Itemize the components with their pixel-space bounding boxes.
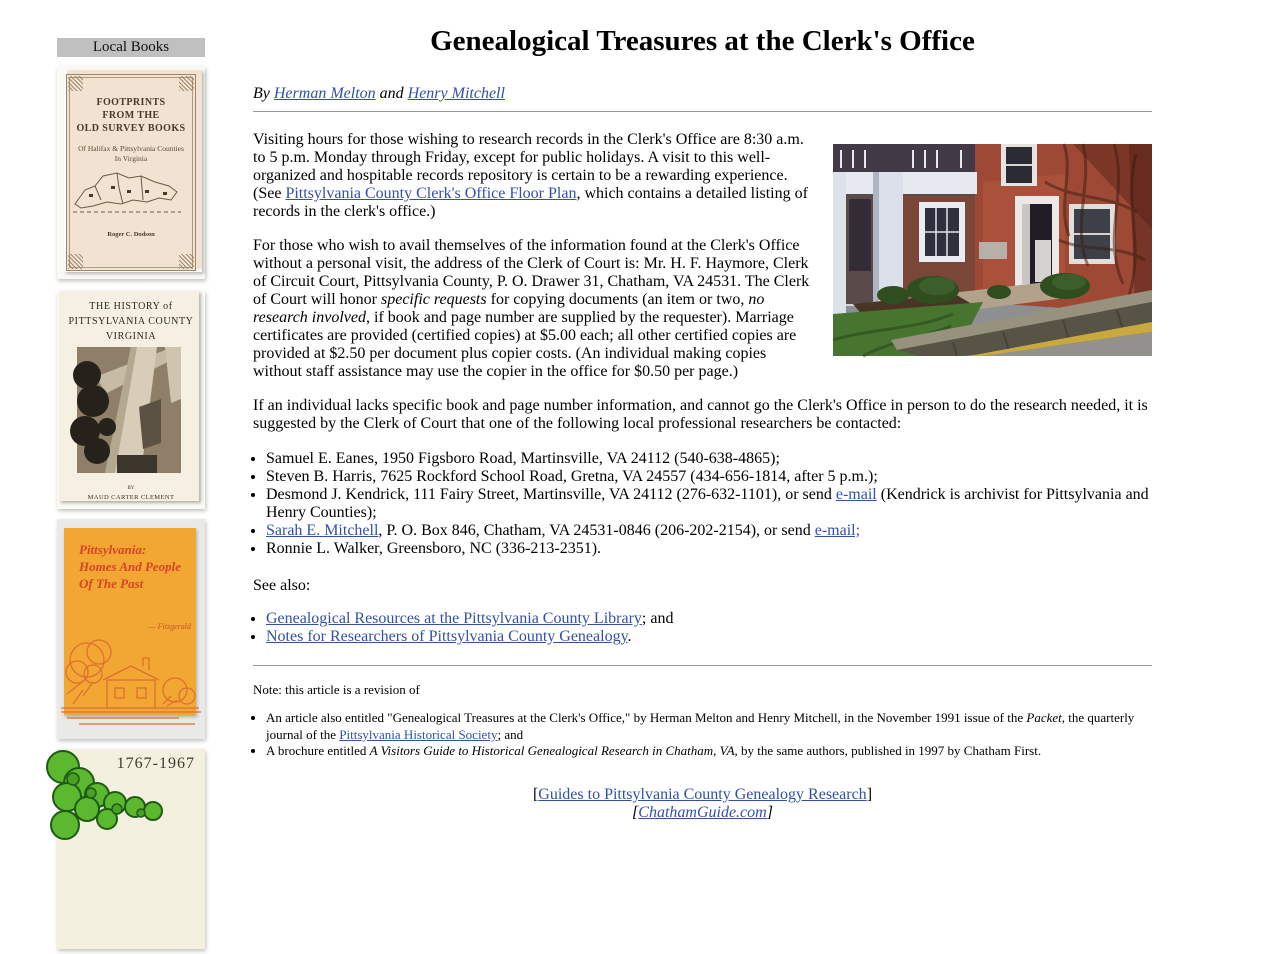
note-text: A brochure entitled [266,743,370,759]
list-item-text: ; and [641,609,674,627]
note-text: ; and [497,726,524,742]
italic-text: Packet [1026,710,1062,726]
revision-note [253,682,1152,760]
corner-ornament-icon [179,254,194,269]
paragraph-text: Visiting hours for those wishing to research records in the Clerk's Office are 8:30 a.m. to 5 p.m. Monday through Friday, except for public holidays. A visit to this well-organized and hospitable records repository is certain to be a rewarding experience. (See [253,130,804,202]
historical-society-link[interactable]: Pittsylvania Historical Society [339,726,498,742]
researcher-text: (Kendrick is archivist for Pittsylvania and Henry Counties); [266,485,1149,521]
house-drawing-illustration [59,634,203,735]
book3-signature: — Fitzgerald [148,622,191,631]
researchers-list [253,450,1152,558]
list-item [266,540,1152,558]
paragraph-text: , which contains a detailed listing of records in the clerk's office.) [253,184,808,220]
note-text: , by the same authors, published in 1997 by Chatham First. [734,743,1042,759]
book4-years: 1767-1967 [116,755,195,772]
local-books-sidebar [57,38,205,949]
county-map-illustration [71,166,183,229]
book2-cover-photo [77,347,181,473]
bracket: ] [866,785,873,803]
book1-subtitle: Of Halifax & Pittsylvania Counties In Virginia [78,144,184,163]
local-books-header [57,38,205,57]
byline-prefix: By [253,84,274,102]
book2-author: MAUD CARTER CLEMENT [87,494,175,501]
footer-line-chathamguide [253,804,1152,822]
note-intro: Note: this article is a revision of [253,681,420,697]
list-item [266,710,1152,743]
genealogy-guides-link[interactable]: Guides to Pittsylvania County Genealogy Research [538,785,867,803]
bracket: [ [532,785,539,803]
list-item [266,610,1152,628]
list-item [266,743,1152,760]
email-link-kendrick[interactable]: e-mail [835,485,877,503]
email-link-mitchell[interactable]: e-mail; [814,521,861,539]
researcher-text: Ronnie L. Walker, Greensboro, NC (336-213-2351). [266,539,602,557]
researcher-text: Desmond J. Kendrick, 111 Fairy Street, Martinsville, VA 24112 (276-632-1101), or send [266,485,836,503]
footer-line-guides [253,786,1152,804]
book2-by-label: BY [127,486,135,491]
italic-text: no research involved [253,290,765,326]
italic-text: specific requests [381,290,487,308]
page-title: Genealogical Treasures at the Clerk's Office [430,25,975,57]
book-cover-history-pittsylvania[interactable] [57,291,205,509]
note-text: An article also entitled "Genealogical Treasures at the Clerk's Office," by Herman Melton and Henry Mitchell, in the November 1991 issue of the [266,710,1027,726]
book-cover-1767-1967[interactable] [57,749,205,949]
list-item [266,486,1152,522]
researcher-notes-link[interactable]: Notes for Researchers of Pittsylvania County Genealogy [266,627,628,645]
book3-title: Pittsylvania: Homes And People Of The Past [79,542,182,591]
corner-ornament-icon [68,254,83,269]
book1-author: Roger C. Dodson [107,231,155,238]
article-main [253,0,1152,822]
divider [253,665,1152,666]
list-item [266,468,1152,486]
book1-title: FOOTPRINTS FROM THE OLD SURVEY BOOKS [76,97,186,134]
clerks-office-photo [833,144,1152,356]
corner-ornament-icon [68,76,83,91]
floor-plan-link[interactable]: Pittsylvania County Clerk's Office Floor Plan [285,184,577,202]
researcher-text: Steven B. Harris, 7625 Rockford School Road, Gretna, VA 24557 (434-656-1814, after 5 p.m.); [266,467,878,485]
paragraph-text: For those who wish to avail themselves of the information found at the Clerk's Office without a personal visit, the address of the Clerk of Court is: Mr. H. F. Haymore, Clerk of Circuit Court, Pittsylvania County, P. O. Drawer 31, Chatham, VA 24531. The Clerk of Court will honor [253,236,810,308]
list-item-text: . [627,627,632,645]
paragraph-text: , if book and page number are supplied by the requester). Marriage certificates are provided (certified copies) at $5.00 each; all other certified copies are provided at $2.50 per document plus copier costs. (An individual making copies without staff assistance may use the copier in the office for $0.50 per page.) [253,308,797,380]
researcher-text: Samuel E. Eanes, 1950 Figsboro Road, Martinsville, VA 24112 (540-638-4865); [266,449,780,467]
chathamguide-link[interactable]: ChathamGuide.com [638,803,767,821]
note-text: , the quarterly journal of the [266,710,1135,742]
byline [253,85,1152,103]
book-cover-footprints-survey-books[interactable] [57,66,205,279]
library-resources-link[interactable]: Genealogical Resources at the Pittsylvania County Library [266,609,642,627]
green-foliage-illustration [57,749,205,954]
italic-text: A Visitors Guide to Historical Genealogical Research in Chatham, VA [369,743,735,759]
author-link-henry-mitchell[interactable]: Henry Mitchell [407,84,505,102]
byline-and: and [375,84,408,102]
author-link-herman-melton[interactable]: Herman Melton [273,84,376,102]
corner-ornament-icon [179,76,194,91]
book-cover-homes-and-people[interactable] [57,519,205,739]
list-item [266,628,1152,646]
list-item [266,522,1152,540]
researcher-text: , P. O. Box 846, Chatham, VA 24531-0846 (206-202-2154), or send [378,521,815,539]
list-item [266,450,1152,468]
divider [253,111,1152,112]
see-also-list [253,610,1152,646]
book2-title: THE HISTORY of PITTSYLVANIA COUNTY VIRGINIA [68,301,194,342]
bracket: ] [766,803,773,821]
note-list [253,710,1152,760]
see-also-label: See also: [253,576,311,594]
paragraph-researchers-intro: If an individual lacks specific book and page number information, and cannot go the Clerk's Office in person to do the research needed, it is suggested by the Clerk of Court that one of the following local professional researchers be contacted: [253,396,1148,432]
sarah-mitchell-link[interactable]: Sarah E. Mitchell [266,521,379,539]
paragraph-text: for copying documents (an item or two, [486,290,749,308]
footer-links [253,786,1152,822]
local-books-header-label: Local Books [92,39,170,55]
bracket: [ [632,803,639,821]
